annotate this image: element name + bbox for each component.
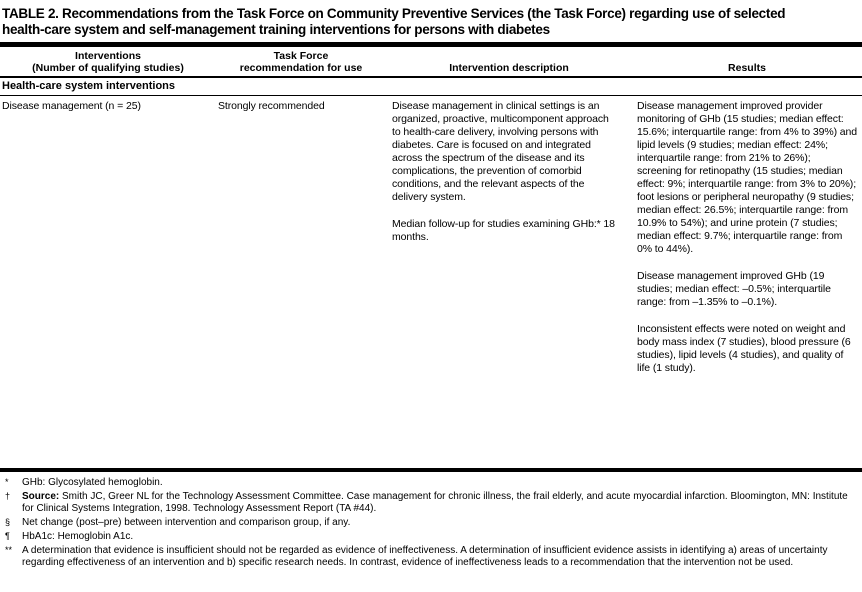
column-header-recommendation-line1: Task Force [273,50,329,62]
footnote-marker-double-asterisk: ** [5,545,13,555]
footnote-text: HbA1c: Hemoglobin A1c. [22,531,134,542]
footnote-text: A determination that evidence is insufficient should not be regarded as evidence of ineffectiveness. A determination of insufficient evidence assists in identifying a) areas of uncertainty regarding effectiveness of an intervention and b) specific research needs. In contrast, evidence of ineffectiveness leads to a recommendation that the intervention not be used. [22,545,828,568]
results-paragraph-1: Disease management improved provider monitoring of GHb (15 studies; median effect: 15.6%; interquartile range: from 4% to 39%) and lipid levels (9 studies; median effect: 24%; interquartile range: from 21% to 26%); screening for retinopathy (15 studies; median effect: 9%; interquartile range: from 3% to 20%); foot lesions or peripheral neuropathy (9 studies; median effect: 26.5%; interquartile range: from 10.9% to 54%); and urine protein (7 studies; median effect: 9.7%; interquartile range: from 0% to 44%). [637,100,858,255]
column-header-interventions-line2: (Number of qualifying studies) [32,62,184,74]
column-header-interventions [0,50,216,74]
column-header-recommendation-line2: recommendation for use [239,62,363,74]
footnote-text: Smith JC, Greer NL for the Technology Assessment Committee. Case management for chronic illness, the frail elderly, and acute myocardial infarction. Bloomington, MN: Institute for Clinical Systems Integration, 1998. Technology Assessment Report (TA #44). [22,491,848,514]
table-title-line1: TABLE 2. Recommendations from the Task Force on Community Preventive Services (the Task Force) regarding use of selected [2,6,786,21]
footnote-marker-section: § [5,517,11,527]
cell-recommendation: Strongly recommended [218,100,325,112]
footnote-marker-pilcrow: ¶ [5,531,10,541]
column-header-results-line1 [632,50,862,62]
footnote-marker-asterisk: * [5,477,9,487]
column-header-results-line2: Results [728,62,766,74]
column-header-recommendation [216,50,386,74]
description-paragraph-2: Median follow-up for studies examining GHb:* 18 months. [392,218,615,243]
cell-description [386,100,632,468]
footnote-text: Net change (post–pre) between intervention and comparison group, if any. [22,517,351,528]
footnote-ghb [5,477,858,489]
column-header-description-line2: Intervention description [449,62,569,74]
footnote-insufficient-evidence [5,545,858,569]
footnote-source [5,491,858,515]
section-header: Health-care system interventions [0,78,862,96]
column-header-description [386,50,632,74]
table-title [0,0,862,38]
column-header-results [632,50,862,74]
footnote-marker-dagger: † [5,491,11,501]
footnote-text: GHb: Glycosylated hemoglobin. [22,477,163,488]
footnote-net-change [5,517,858,529]
cell-intervention: Disease management (n = 25) [2,100,141,112]
table-header-row [0,47,862,76]
table-title-line2: health-care system and self-management training interventions for persons with diabetes [2,22,550,37]
footnote-bold-prefix: Source: [22,491,60,502]
results-paragraph-2: Disease management improved GHb (19 studies; median effect: –0.5%; interquartile range: from –1.35% to –0.1%). [637,270,831,308]
footnote-hba1c [5,531,858,543]
column-header-description-line1 [386,50,632,62]
cell-results [632,100,862,468]
footnotes [0,472,862,569]
column-header-interventions-line1: Interventions [75,50,141,62]
description-paragraph-1: Disease management in clinical settings is an organized, proactive, multicomponent approach to health-care delivery, involving persons with diabetes. Care is focused on and integrated across the spectrum of the disease and its complications, the prevention of comorbid conditions, and the relevant aspects of the delivery system. [392,100,609,203]
table-data-row [0,96,862,468]
results-paragraph-3: Inconsistent effects were noted on weight and body mass index (7 studies), blood pressure (6 studies), lipid levels (4 studies), and quality of life (1 study). [637,323,851,374]
